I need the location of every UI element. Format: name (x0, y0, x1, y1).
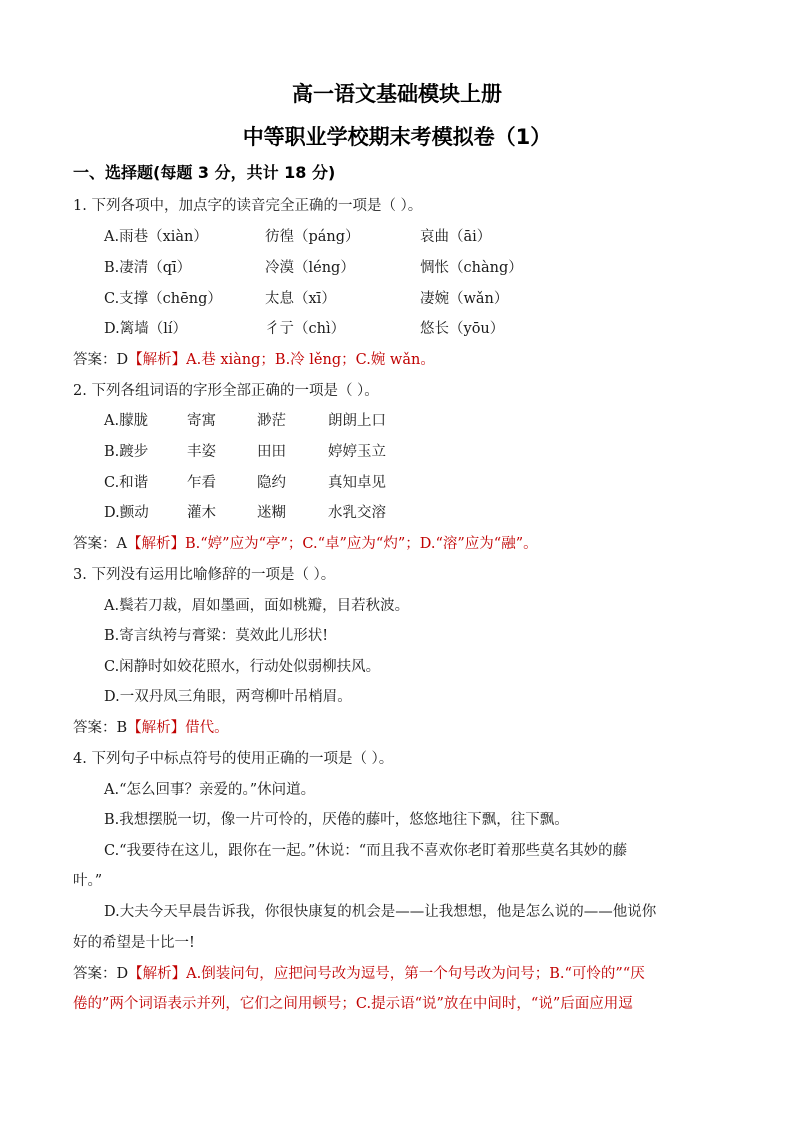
analysis-label: 【解析】 (127, 720, 186, 736)
analysis-text: 借代。 (185, 720, 229, 736)
q1-option-d-1: D.篱墙（lí） (104, 321, 187, 337)
q2-option-d-1: D.颤动 (104, 505, 149, 521)
q1-option-c-2: 太息（xī） (265, 291, 336, 307)
question-2-stem: 2. 下列各组词语的字形全部正确的一项是（ ）。 (73, 383, 379, 399)
q1-option-d-2: 彳亍（chì） (265, 321, 346, 337)
answer-label: 答案： (73, 966, 117, 982)
q2-option-c-2: 乍看 (187, 475, 216, 491)
q4-answer-line2 (73, 992, 633, 1013)
analysis-text-continued: 倦的”两个词语表示并列，它们之间用顿号；C.提示语“说”放在中间时，“说”后面应用逗 (73, 996, 633, 1012)
analysis-text: B.“婷”应为“亭”；C.“卓”应为“灼”；D.“溶”应为“融”。 (184, 536, 538, 552)
answer-letter: B (116, 720, 128, 736)
q1-option-d-3: 悠长（yōu） (420, 321, 505, 337)
q1-option-a-3: 哀曲（āi） (420, 229, 492, 245)
q1-option-b-1: B.凄清（qī） (104, 260, 192, 276)
question-1-stem: 1. 下列各项中，加点字的读音完全正确的一项是（ ）。 (73, 198, 423, 214)
q4-option-c-line2: 叶。” (73, 873, 103, 889)
q1-option-b-2: 冷漠（léng） (265, 260, 355, 276)
q4-option-d-line2: 好的希望是十比一! (73, 935, 195, 951)
q3-option-b: B.寄言纨袴与膏粱：莫效此儿形状! (104, 628, 329, 644)
q4-option-d-line1: D.大夫今天早晨告诉我，你很快康复的机会是——让我想想，他是怎么说的——他说你 (104, 904, 657, 920)
analysis-label: 【解析】 (126, 536, 185, 552)
analysis-label: 【解析】 (128, 966, 187, 982)
q2-option-d-2: 灌木 (187, 505, 216, 521)
q3-option-d: D.一双丹凤三角眼，两弯柳叶吊梢眉。 (104, 689, 352, 705)
q4-answer-line1 (73, 962, 645, 983)
q2-option-d-3: 迷糊 (257, 505, 286, 521)
q3-answer (73, 716, 229, 737)
q4-option-b: B.我想摆脱一切，像一片可怜的，厌倦的藤叶，悠悠地往下飘，往下飘。 (104, 812, 569, 828)
answer-label: 答案： (73, 720, 117, 736)
analysis-label: 【解析】 (128, 352, 187, 368)
analysis-text: A.巷 xiàng；B.冷 lěng；C.婉 wǎn。 (186, 352, 435, 368)
answer-letter: A (116, 536, 127, 552)
q2-option-d-4: 水乳交溶 (328, 505, 386, 521)
question-3-stem: 3. 下列没有运用比喻修辞的一项是（ ）。 (73, 567, 336, 583)
q2-option-c-4: 真知卓见 (328, 475, 386, 491)
answer-label: 答案： (73, 352, 117, 368)
answer-letter: D (116, 352, 129, 368)
q1-option-b-3: 惆怅（chàng） (420, 260, 523, 276)
analysis-text: A.倒装问句，应把问号改为逗号，第一个句号改为问号；B.“可怜的”“厌 (186, 966, 645, 982)
q2-option-a-2: 寄寓 (187, 413, 216, 429)
q2-option-a-4: 朗朗上口 (328, 413, 386, 429)
q2-option-c-3: 隐约 (257, 475, 286, 491)
q4-option-a: A.“怎么回事？亲爱的。”休问道。 (104, 782, 316, 798)
q2-option-c-1: C.和谐 (104, 475, 149, 491)
q4-option-c-line1: C.“我要待在这儿，跟你在一起。”休说：“而且我不喜欢你老盯着那些莫名其妙的藤 (104, 843, 628, 859)
q2-option-b-3: 田田 (257, 444, 286, 460)
q3-option-a: A.鬓若刀裁，眉如墨画，面如桃瓣，目若秋波。 (104, 598, 410, 614)
q1-option-a-1: A.雨巷（xiàn） (104, 229, 208, 245)
q2-option-a-1: A.朦胧 (104, 413, 149, 429)
q2-option-b-1: B.踱步 (104, 444, 149, 460)
exam-title: 高一语文基础模块上册 (292, 82, 502, 106)
q1-answer (73, 348, 435, 369)
q3-option-c: C.闲静时如姣花照水，行动处似弱柳扶风。 (104, 659, 381, 675)
q2-option-b-4: 婷婷玉立 (328, 444, 386, 460)
q2-option-a-3: 渺茫 (257, 413, 286, 429)
answer-letter: D (116, 966, 129, 982)
q1-option-c-1: C.支撑（chēng） (104, 291, 222, 307)
question-4-stem: 4. 下列句子中标点符号的使用正确的一项是（ ）。 (73, 751, 394, 767)
q2-option-b-2: 丰姿 (187, 444, 216, 460)
answer-label: 答案： (73, 536, 117, 552)
q1-option-c-3: 凄婉（wǎn） (420, 291, 509, 307)
section-heading-choice: 一、选择题(每题 3 分，共计 18 分) (73, 163, 336, 182)
exam-subtitle: 中等职业学校期末考模拟卷（1） (242, 125, 552, 149)
q1-option-a-2: 彷徨（páng） (265, 229, 360, 245)
q2-answer (73, 532, 538, 553)
